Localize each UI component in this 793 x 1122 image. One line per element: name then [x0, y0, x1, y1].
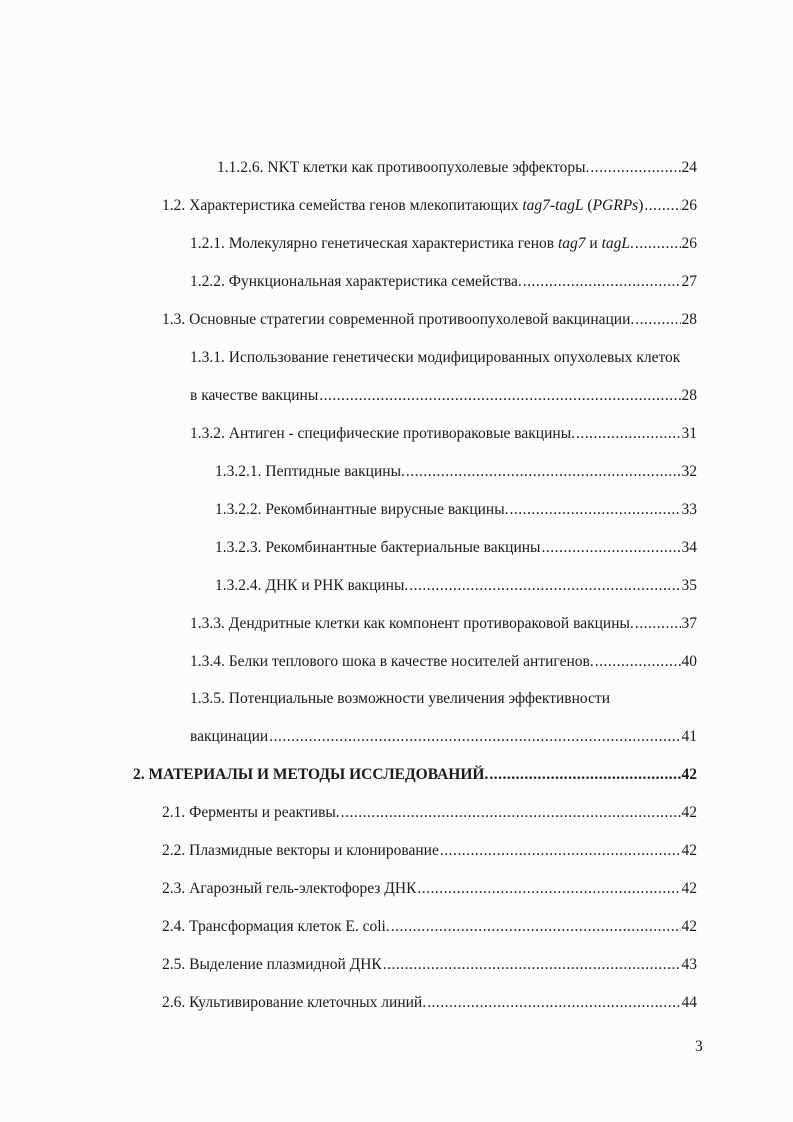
toc-entry: [162, 196, 697, 216]
toc-entry: [217, 158, 697, 178]
toc-page-number: 35: [681, 577, 697, 594]
toc-entry: [190, 614, 697, 634]
dot-leader: [635, 614, 681, 634]
toc-entry-title: 2.4. Трансформация клеток E. coli.: [162, 918, 390, 935]
dot-leader: [391, 917, 681, 937]
dot-leader: [595, 652, 681, 672]
toc-entry: [190, 652, 697, 672]
toc-page-number: 42: [681, 880, 697, 897]
toc-page-number: 26: [681, 197, 697, 214]
toc-page-number: 27: [681, 273, 697, 290]
toc-entry: [162, 879, 697, 899]
toc-entry: [162, 803, 697, 823]
toc-page-number: 42: [681, 842, 697, 859]
toc-page-number: 41: [681, 728, 697, 745]
toc-entry: [215, 462, 697, 482]
toc-entry-title: 1.2.1. Молекулярно генетическая характеристика генов tag7 и tagL.: [190, 235, 634, 252]
dot-leader: [427, 993, 680, 1013]
toc-page-number: 33: [681, 501, 697, 518]
toc-page-number: 24: [681, 159, 697, 176]
dot-leader: [440, 841, 681, 861]
dot-leader: [406, 462, 681, 482]
toc-entry: [215, 576, 697, 596]
toc-page-number: 42: [681, 804, 697, 821]
dot-leader: [635, 310, 680, 330]
toc-page-number: 28: [681, 311, 697, 328]
dot-leader: [541, 538, 680, 558]
dot-leader: [523, 272, 681, 292]
toc-entry-title: 1.3.4. Белки теплового шока в качестве носителей антигенов.: [190, 653, 594, 670]
dot-leader: [409, 576, 680, 596]
toc-entry-title: 1.3.2.4. ДНК и РНК вакцины.: [215, 577, 409, 594]
toc-entry-title-line: 1.3.1. Использование генетически модифицированных опухолевых клеток: [190, 349, 681, 366]
toc-page-number: 42: [681, 918, 697, 935]
toc-entry: [190, 272, 697, 292]
toc-entry: [190, 727, 697, 747]
toc-entry-title: 2.1. Ферменты и реактивы.: [162, 804, 340, 821]
toc-entry-title: 1.2. Характеристика семейства генов млекопитающих tag7-tagL (PGRPs): [162, 197, 644, 214]
toc-entry: [162, 310, 697, 330]
dot-leader: [644, 196, 680, 216]
dot-leader: [269, 727, 680, 747]
toc-entry: [162, 955, 697, 975]
toc-entry: [190, 234, 697, 254]
toc-page-number: 32: [681, 463, 697, 480]
toc-entry-title-line: 1.3.5. Потенциальные возможности увеличения эффективности: [190, 690, 610, 707]
toc-page-number: 26: [681, 235, 697, 252]
toc-entry-title: вакцинации: [190, 728, 269, 745]
dot-leader: [576, 424, 681, 444]
toc-entry-title: 1.1.2.6. NKT клетки как противоопухолевые эффекторы.: [217, 159, 590, 176]
toc-entry-title: 2. МАТЕРИАЛЫ И МЕТОДЫ ИССЛЕДОВАНИЙ.: [133, 766, 489, 783]
dot-leader: [417, 879, 680, 899]
dot-leader: [489, 765, 680, 785]
dot-leader: [383, 955, 681, 975]
toc-page-number: 34: [681, 539, 697, 556]
toc-page-number: 28: [681, 387, 697, 404]
page-number: 3: [695, 1038, 703, 1055]
toc-entry-title: 2.6. Культивирование клеточных линий.: [162, 994, 427, 1011]
dot-leader: [510, 500, 681, 520]
toc-entry: [162, 841, 697, 861]
dot-leader: [590, 158, 680, 178]
toc-chapter-entry: [133, 765, 697, 785]
toc-entry: [162, 993, 697, 1013]
toc-entry-title: 2.3. Агарозный гель-электофорез ДНК: [162, 880, 417, 897]
toc-entry-title: 1.2.2. Функциональная характеристика семейства.: [190, 273, 522, 290]
dot-leader: [635, 234, 681, 254]
toc-entry: [215, 500, 697, 520]
toc-entry-title: в качестве вакцины: [190, 387, 319, 404]
toc-page-number: 40: [681, 653, 697, 670]
toc-entry-title: 2.5. Выделение плазмидной ДНК: [162, 956, 382, 973]
toc-entry-title: 1.3.2. Антиген - специфические противораковые вакцины.: [190, 425, 575, 442]
toc-page-number: 31: [681, 425, 697, 442]
toc-entry: [190, 424, 697, 444]
toc-entry-title: 1.3.3. Дендритные клетки как компонент противораковой вакцины.: [190, 615, 634, 632]
toc-page-number: 37: [681, 615, 697, 632]
toc-entry: [215, 538, 697, 558]
dot-leader: [341, 803, 681, 823]
toc-entry-title: 1.3.2.1. Пептидные вакцины.: [215, 463, 405, 480]
toc-entry-title: 1.3. Основные стратегии современной противоопухолевой вакцинации.: [162, 311, 635, 328]
toc-page-number: 42: [681, 766, 697, 783]
toc-entry: [162, 917, 697, 937]
toc-entry-title: 1.3.2.2. Рекомбинантные вирусные вакцины.: [215, 501, 509, 518]
dot-leader: [319, 386, 680, 406]
toc-entry-title: 2.2. Плазмидные векторы и клонирование: [162, 842, 439, 859]
toc-page-number: 43: [681, 956, 697, 973]
toc-entry: [190, 386, 697, 406]
toc-entry-title: 1.3.2.3. Рекомбинантные бактериальные вакцины: [215, 539, 541, 556]
toc-page-number: 44: [681, 994, 697, 1011]
